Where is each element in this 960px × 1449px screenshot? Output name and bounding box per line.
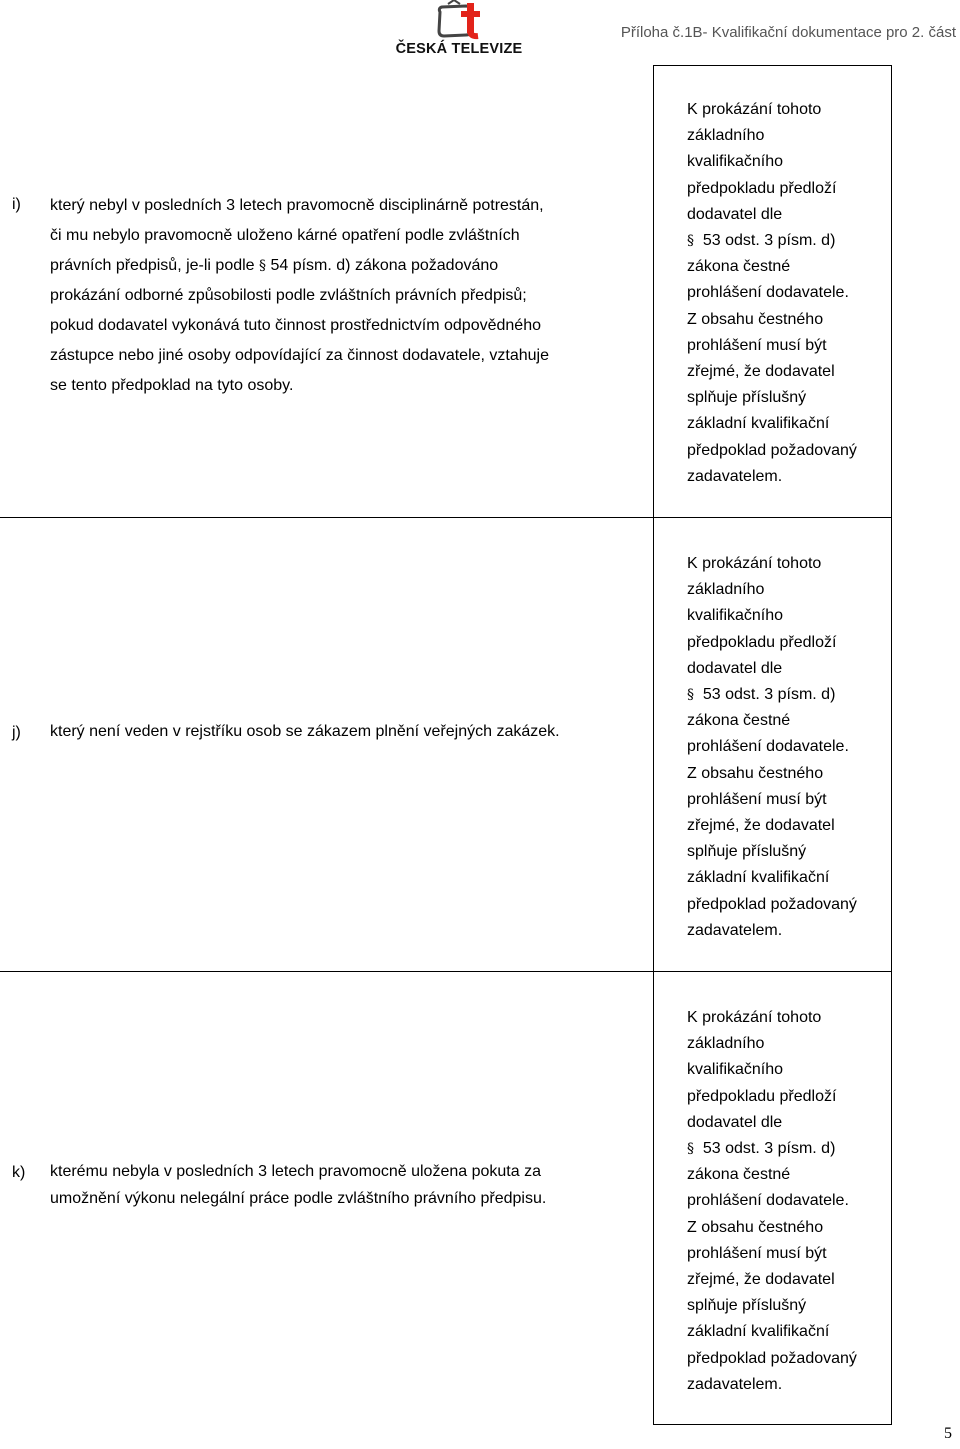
row-label: k): [12, 1164, 26, 1181]
proof-line: prohlášení dodavatele.: [687, 738, 849, 756]
text-fragment: právních předpisů, je-li podle: [50, 257, 260, 274]
section-sign: §: [687, 233, 694, 250]
proof-line: základní kvalifikační: [687, 1323, 830, 1341]
proof-line: splňuje příslušný: [687, 389, 807, 407]
text-line: prokázání odborné způsobilosti podle zvláštních právních předpisů;: [50, 287, 527, 304]
proof-cell: [687, 551, 892, 944]
proof-line: K prokázání tohoto: [687, 1009, 822, 1026]
proof-line: kvalifikačního: [687, 607, 784, 625]
proof-line: zákona čestné: [687, 1166, 791, 1184]
proof-line: Z obsahu čestného: [687, 1218, 824, 1236]
proof-line: dodavatel dle: [687, 659, 783, 677]
section-sign: §: [687, 1141, 694, 1158]
row-text: [50, 1158, 546, 1212]
text-line: či mu nebylo pravomocně uloženo kárné opatření podle zvláštních: [50, 227, 520, 244]
proof-line: základního: [687, 581, 765, 599]
text-fragment: 54 písm. d) zákona požadováno: [270, 257, 499, 274]
text-fragment: 53 odst. 3 písm. d): [702, 1140, 836, 1158]
proof-cell: [687, 97, 892, 490]
text-line: umožnění výkonu nelegální práce podle zvláštního právního předpisu.: [50, 1190, 547, 1207]
proof-line: zadavatelem.: [687, 467, 783, 485]
table-border-bottom: [653, 1424, 892, 1425]
proof-line: základní kvalifikační: [687, 869, 830, 887]
proof-line: předpokladu předloží: [687, 1087, 837, 1105]
proof-line: zákona čestné: [687, 712, 791, 730]
ct-logo-icon: [434, 0, 484, 42]
proof-line: základního: [687, 127, 765, 145]
proof-line: prohlášení dodavatele.: [687, 1192, 849, 1210]
page-number: 5: [944, 1425, 952, 1442]
proof-line: dodavatel dle: [687, 1113, 783, 1131]
proof-line: K prokázání tohoto: [687, 101, 822, 118]
proof-line: zadavatelem.: [687, 1375, 783, 1393]
text-line: se tento předpoklad na tyto osoby.: [50, 377, 294, 394]
text-line: kterému nebyla v posledních 3 letech pravomocně uložena pokuta za: [50, 1163, 541, 1180]
proof-line: dodavatel dle: [687, 205, 783, 223]
proof-line: kvalifikačního: [687, 1061, 784, 1079]
row-label: i): [12, 196, 21, 213]
logo-text: ČESKÁ TELEVIZE: [395, 41, 523, 57]
proof-line: zřejmé, že dodavatel: [687, 817, 835, 835]
text-line: který není veden v rejstříku osob se zákazem plnění veřejných zakázek.: [50, 723, 560, 740]
proof-line: [687, 228, 892, 254]
proof-line: [687, 682, 892, 708]
proof-line: zřejmé, že dodavatel: [687, 363, 835, 381]
attachment-title: Příloha č.1B- Kvalifikační dokumentace pro 2. část: [620, 24, 956, 41]
row-text: [50, 717, 560, 747]
row-text: [50, 191, 549, 401]
text-fragment: 53 odst. 3 písm. d): [702, 232, 836, 250]
text-fragment: 53 odst. 3 písm. d): [702, 686, 836, 704]
ceska-televize-logo: [388, 0, 530, 64]
proof-line: zadavatelem.: [687, 921, 783, 939]
proof-line: zákona čestné: [687, 258, 791, 276]
text-line: [50, 251, 549, 281]
row-separator: [0, 971, 892, 972]
proof-line: prohlášení musí být: [687, 1244, 827, 1262]
proof-line: prohlášení dodavatele.: [687, 284, 849, 302]
proof-line: splňuje příslušný: [687, 1297, 807, 1315]
table-border-top: [653, 65, 892, 66]
proof-line: splňuje příslušný: [687, 843, 807, 861]
proof-line: základního: [687, 1035, 765, 1053]
proof-line: kvalifikačního: [687, 153, 784, 171]
proof-line: [687, 1136, 892, 1162]
section-sign: §: [687, 687, 694, 704]
row-label: j): [12, 724, 21, 741]
proof-line: předpoklad požadovaný: [687, 441, 857, 459]
proof-line: zřejmé, že dodavatel: [687, 1271, 835, 1289]
proof-line: prohlášení musí být: [687, 790, 827, 808]
proof-cell: [687, 1005, 892, 1398]
proof-line: K prokázání tohoto: [687, 555, 822, 572]
text-line: pokud dodavatel vykonává tuto činnost prostřednictvím odpovědného: [50, 317, 541, 334]
table-divider: [653, 65, 654, 1425]
proof-line: základní kvalifikační: [687, 415, 830, 433]
proof-line: Z obsahu čestného: [687, 764, 824, 782]
proof-line: předpoklad požadovaný: [687, 895, 857, 913]
text-line: zástupce nebo jiné osoby odpovídající za činnost dodavatele, vztahuje: [50, 347, 549, 364]
text-line: který nebyl v posledních 3 letech pravomocně disciplinárně potrestán,: [50, 197, 544, 214]
proof-line: Z obsahu čestného: [687, 310, 824, 328]
proof-line: předpoklad požadovaný: [687, 1349, 857, 1367]
proof-line: předpokladu předloží: [687, 179, 837, 197]
proof-line: předpokladu předloží: [687, 633, 837, 651]
row-separator: [0, 517, 892, 518]
section-sign: §: [259, 258, 267, 274]
proof-line: prohlášení musí být: [687, 336, 827, 354]
